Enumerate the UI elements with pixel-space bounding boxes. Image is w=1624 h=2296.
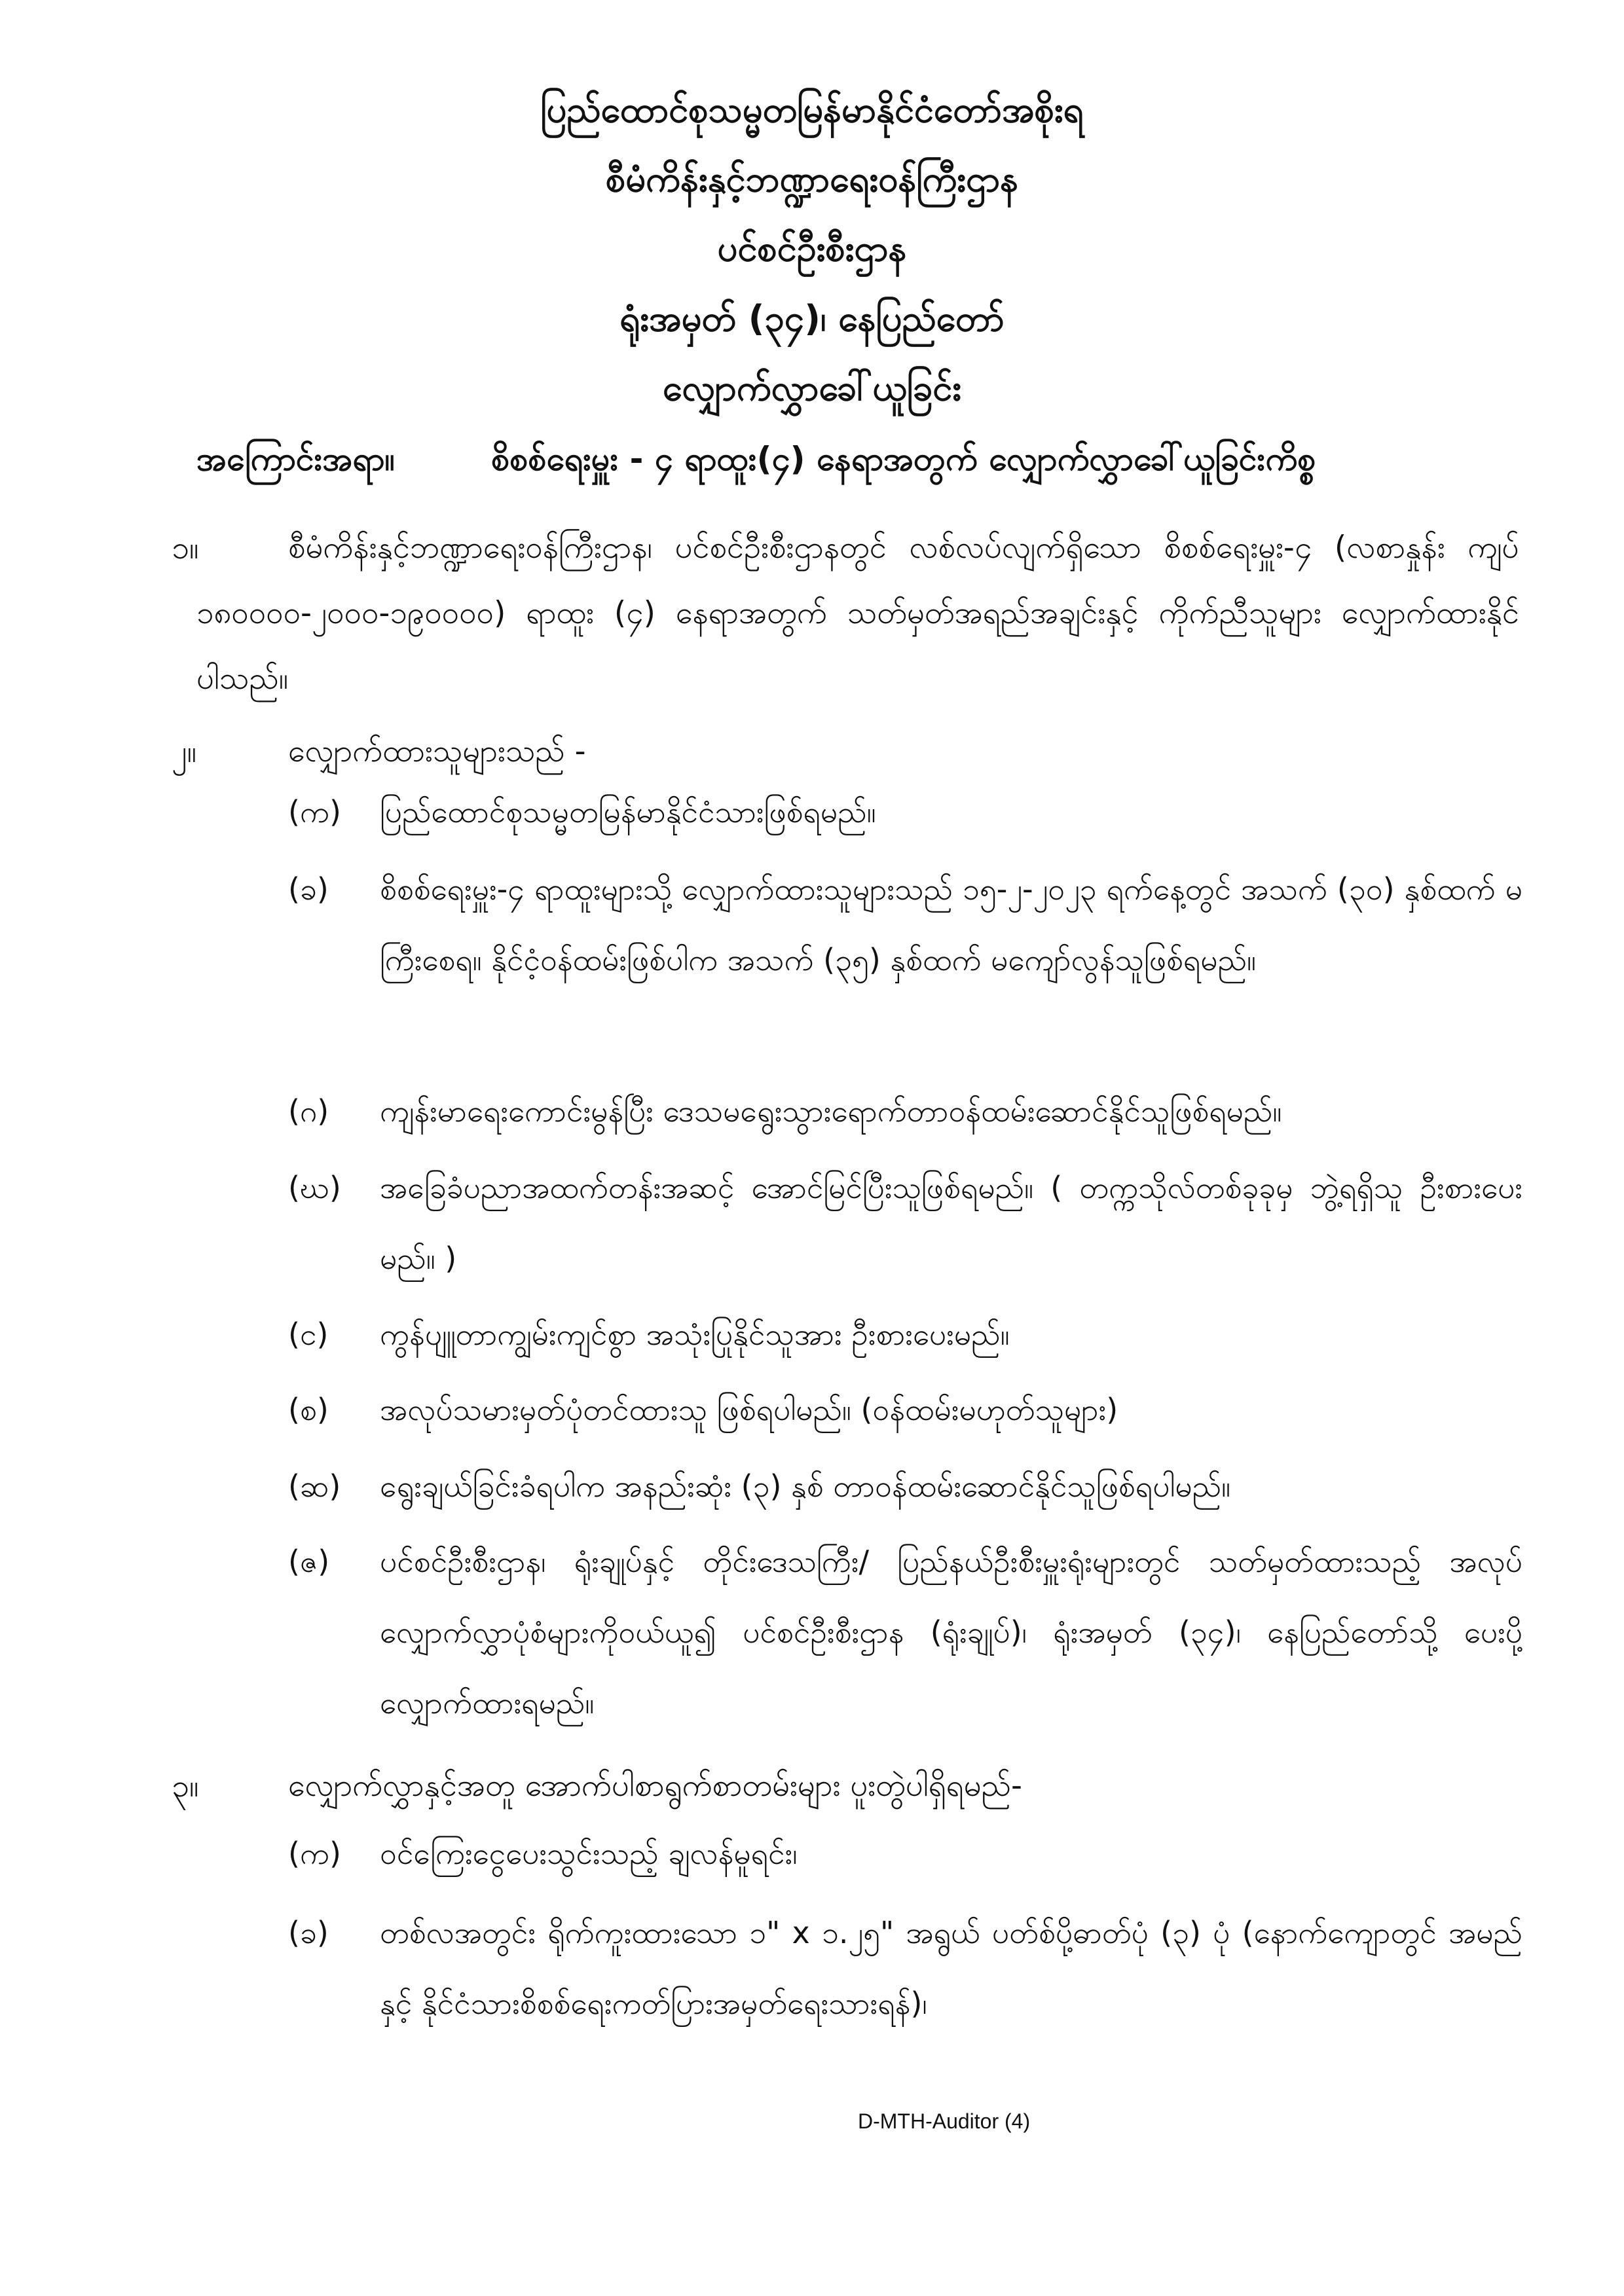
section-heading: လျှောက်လွှာနှင့်အတူ အောက်ပါစာရွက်စာတမ်းများ ပူးတွဲပါရှိရမည်-: [288, 1768, 1023, 1804]
subject-text: စိစစ်ရေးမှူး - ၄ ရာထူး(၄) နေရာအတွက် လျှောက်လွှာခေါ်ယူခြင်းကိစ္စ: [491, 440, 1316, 478]
list-item: အလုပ်သမားမှတ်ပုံတင်ထားသူ ဖြစ်ရပါမည်။ (ဝန်ထမ်းမဟုတ်သူများ): [380, 1392, 1118, 1427]
list-item: တစ်လအတွင်း ရိုက်ကူးထားသော ၁" x ၁.၂၅" အရွယ် ပတ်စ်ပို့ဓာတ်ပုံ (၃) ပုံ (နောက်ကျောတွင် အမည်နှင့် နိုင်ငံသားစိစစ်ရေးကတ်ပြားအမှတ်ရေးသားရန်)၊: [380, 1915, 1522, 2021]
list-marker: (ဇ): [288, 1544, 330, 1579]
document-title: လျှောက်လွှာခေါ်ယူခြင်း: [663, 367, 961, 409]
list-marker: (ခ): [288, 1915, 329, 1950]
header-government: ပြည်ထောင်စုသမ္မတမြန်မာနိုင်ငံတော်အစိုးရ: [540, 89, 1084, 130]
list-marker: (ဆ): [288, 1468, 341, 1504]
section-heading: လျှောက်ထားသူများသည် -: [288, 733, 586, 769]
subject-line: [196, 433, 1316, 485]
header-office-address: ရုံးအမှတ် (၃၄)၊ နေပြည်တော်: [619, 298, 1005, 339]
section-paragraph: စီမံကိန်းနှင့်ဘဏ္ဍာရေးဝန်ကြီးဌာန၊ ပင်စင်ဦးစီးဌာနတွင် လစ်လပ်လျက်ရှိသော စိစစ်ရေးမှူး-၄ (လစာနှုန်း ကျပ် ၁၈၀၀၀၀-၂၀၀၀-၁၉၀၀၀၀) ရာထူး (၄) နေရာအတွက် သတ်မှတ်အရည်အချင်းနှင့် ကိုက်ညီသူများ လျှောက်ထားနိုင်ပါသည်။: [196, 530, 1519, 697]
list-marker: (ခ): [288, 871, 329, 907]
list-marker: (က): [288, 1836, 341, 1871]
header-ministry: စီမံကိန်းနှင့်ဘဏ္ဍာရေးဝန်ကြီးဌာန: [605, 158, 1019, 200]
list-item: ကွန်ပျူတာကျွမ်းကျင်စွာ အသုံးပြုနိုင်သူအား ဦးစားပေးမည်။: [380, 1317, 1010, 1352]
list-item: ဝင်ကြေးငွေပေးသွင်းသည့် ချလန်မူရင်း၊: [380, 1836, 798, 1871]
section-number: ၂။: [172, 733, 197, 770]
header-department: ပင်စင်ဦးစီးဌာန: [717, 228, 907, 269]
list-item: ပင်စင်ဦးစီးဌာန၊ ရုံးချုပ်နှင့် တိုင်းဒေသကြီး/ ပြည်နယ်ဦးစီးမှူးရုံးများတွင် သတ်မှတ်ထားသည့် အလုပ်လျှောက်လွှာပုံစံများကိုဝယ်ယူ၍ ပင်စင်ဦးစီးဌာန (ရုံးချုပ်)၊ ရုံးအမှတ် (၃၄)၊ နေပြည်တော်သို့ ပေးပို့လျှောက်ထားရမည်။: [380, 1544, 1522, 1721]
list-item: စိစစ်ရေးမှူး-၄ ရာထူးများသို့ လျှောက်ထားသူများသည် ၁၅-၂-၂၀၂၃ ရက်နေ့တွင် အသက် (၃၀) နှစ်ထက် မကြီးစေရ။ နိုင်ငံ့ဝန်ထမ်းဖြစ်ပါက အသက် (၃၅) နှစ်ထက် မကျော်လွန်သူဖြစ်ရမည်။: [380, 871, 1522, 977]
list-marker: (င): [288, 1317, 329, 1352]
document-code: D-MTH-Auditor (4): [858, 2109, 1031, 2133]
section-number: ၃။: [172, 1768, 199, 1804]
list-marker: (က): [288, 794, 341, 829]
list-item: ကျန်းမာရေးကောင်းမွန်ပြီး ဒေသမရွေးသွားရောက်တာဝန်ထမ်းဆောင်နိုင်သူဖြစ်ရမည်။: [380, 1093, 1282, 1129]
section-number: ၁။: [172, 530, 199, 566]
list-item: ရွေးချယ်ခြင်းခံရပါက အနည်းဆုံး (၃) နှစ် တာဝန်ထမ်းဆောင်နိုင်သူဖြစ်ရပါမည်။: [380, 1468, 1231, 1504]
list-marker: (ဃ): [288, 1170, 341, 1205]
list-item: အခြေခံပညာအထက်တန်းအဆင့် အောင်မြင်ပြီးသူဖြစ်ရမည်။ ( တက္ကသိုလ်တစ်ခုခုမှ ဘွဲ့ရရှိသူ ဦးစားပေးမည်။ ): [380, 1170, 1522, 1276]
subject-label: အကြောင်းအရာ။: [196, 440, 395, 478]
list-marker: (စ): [288, 1392, 329, 1427]
list-marker: (ဂ): [288, 1093, 329, 1129]
list-item: ပြည်ထောင်စုသမ္မတမြန်မာနိုင်ငံသားဖြစ်ရမည်။: [380, 794, 876, 829]
